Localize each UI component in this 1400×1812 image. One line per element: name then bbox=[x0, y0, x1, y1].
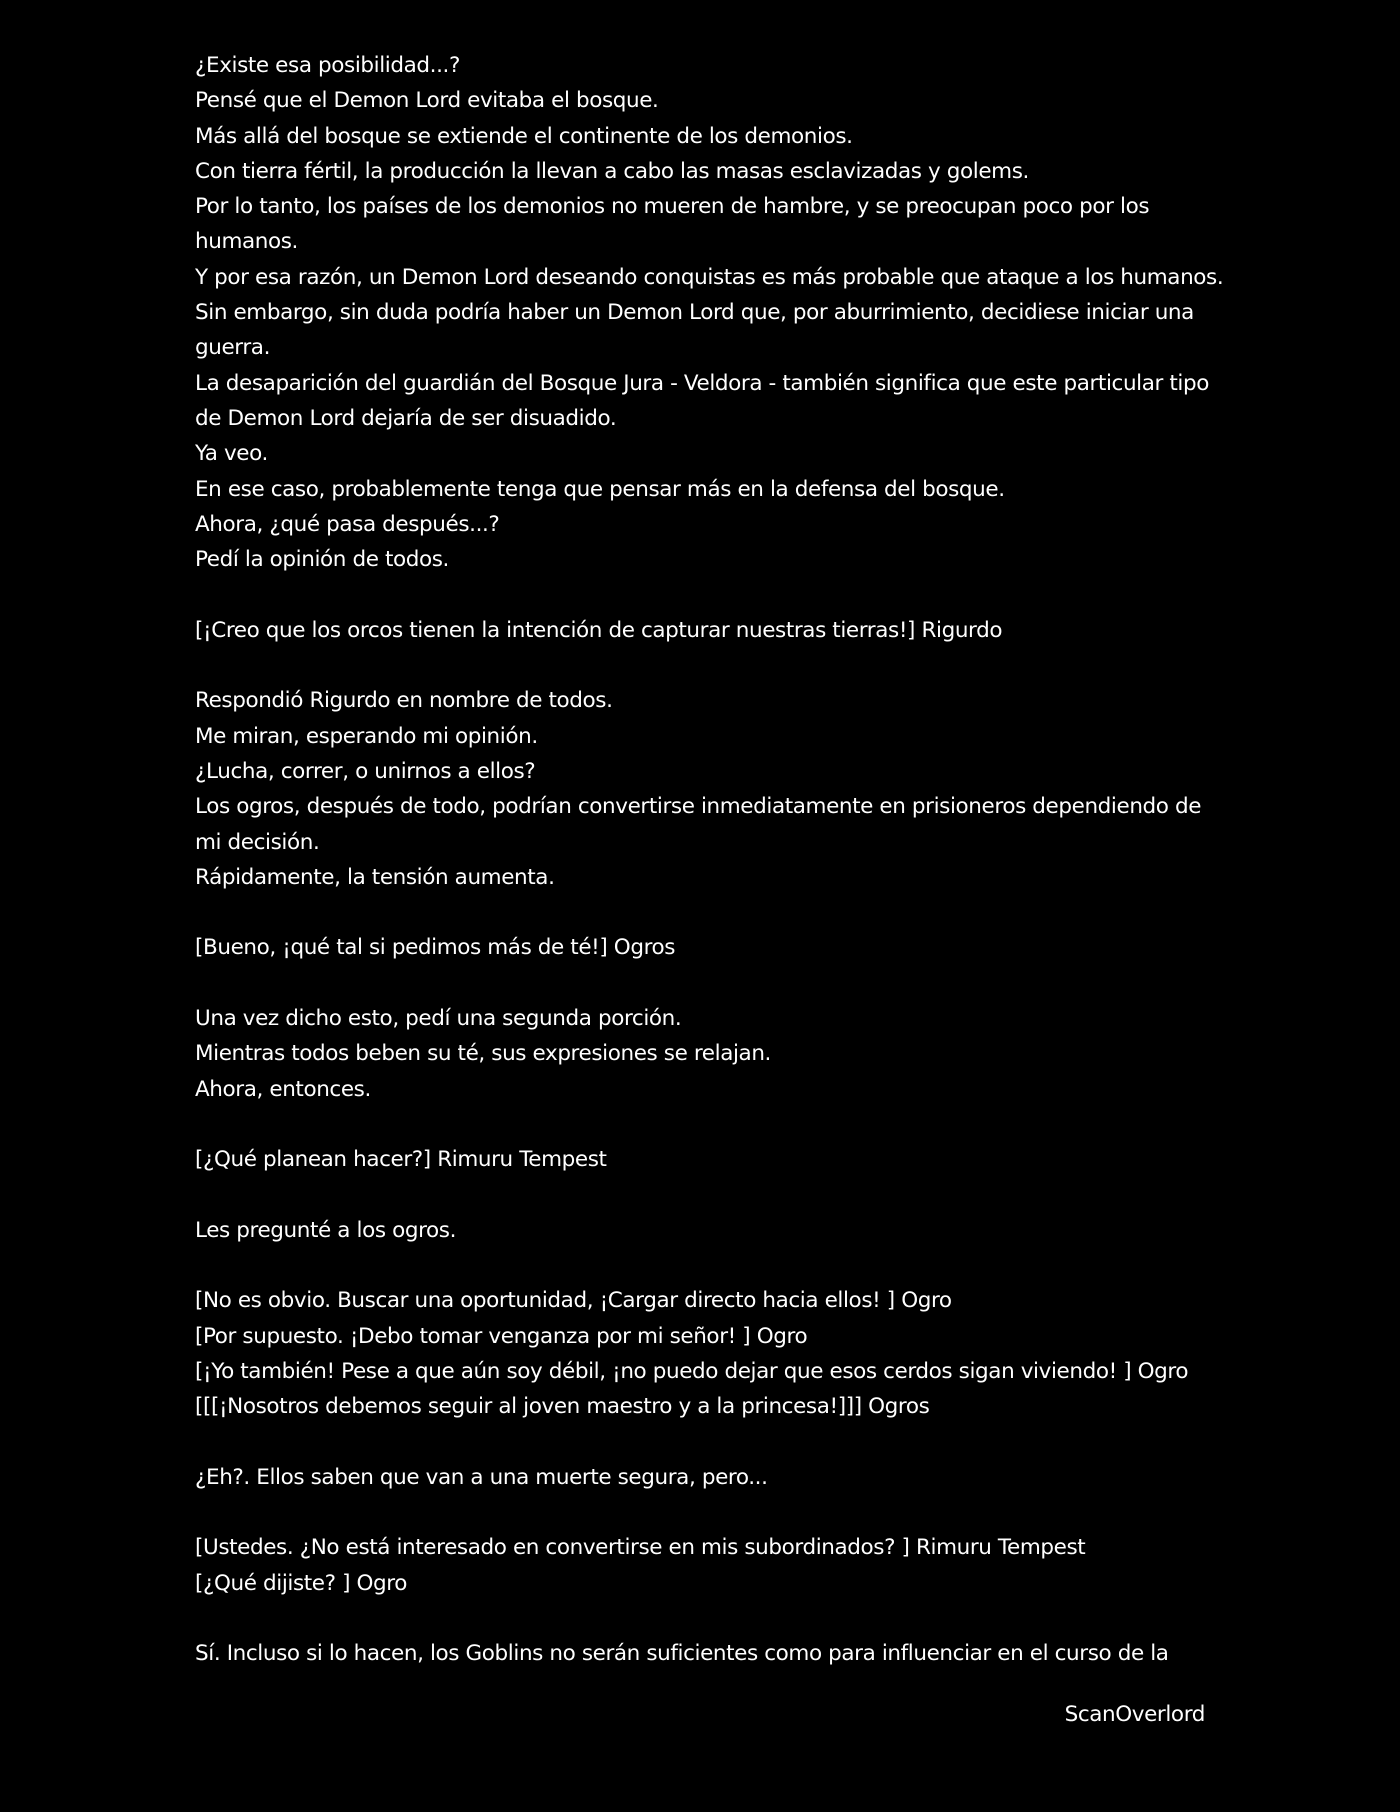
text-line: Sin embargo, sin duda podría haber un Demon Lord que, por aburrimiento, decidiese iniciar una bbox=[195, 300, 1194, 326]
dialogue-line: [¿Qué planean hacer?] Rimuru Tempest bbox=[195, 1147, 607, 1173]
text-line: ¿Lucha, correr, o unirnos a ellos? bbox=[195, 758, 536, 784]
text-line: de Demon Lord dejaría de ser disuadido. bbox=[195, 405, 617, 431]
document-body bbox=[195, 48, 1224, 1672]
text-line: Mientras todos beben su té, sus expresiones se relajan. bbox=[195, 1041, 771, 1067]
blank-line bbox=[195, 1178, 1205, 1213]
text-line: Por lo tanto, los países de los demonios no mueren de hambre, y se preocupan poco por los bbox=[195, 194, 1150, 220]
blank-line bbox=[195, 577, 1205, 612]
dialogue-line: [No es obvio. Buscar una oportunidad, ¡Cargar directo hacia ellos! ] Ogro bbox=[195, 1288, 952, 1314]
text-line: Una vez dicho esto, pedí una segunda porción. bbox=[195, 1006, 682, 1032]
translator-credit: ScanOverlord bbox=[1064, 1702, 1205, 1727]
text-line: Sí. Incluso si lo hacen, los Goblins no serán suficientes como para influenciar en el curso de la bbox=[195, 1641, 1169, 1667]
dialogue-line: [¡Yo también! Pese a que aún soy débil, ¡no puedo dejar que esos cerdos sigan viviendo! ] Ogro bbox=[195, 1358, 1189, 1384]
blank-line bbox=[195, 1425, 1205, 1460]
text-line: mi decisión. bbox=[195, 829, 320, 855]
text-line: Pensé que el Demon Lord evitaba el bosque. bbox=[195, 88, 659, 114]
text-line: Ahora, ¿qué pasa después...? bbox=[195, 511, 500, 537]
text-line: Con tierra fértil, la producción la llevan a cabo las masas esclavizadas y golems. bbox=[195, 158, 1029, 184]
text-line: Me miran, esperando mi opinión. bbox=[195, 723, 538, 749]
text-line: Y por esa razón, un Demon Lord deseando conquistas es más probable que ataque a los humanos. bbox=[195, 264, 1224, 290]
text-line: ¿Eh?. Ellos saben que van a una muerte segura, pero... bbox=[195, 1464, 768, 1490]
text-line: La desaparición del guardián del Bosque Jura - Veldora - también significa que este particular tipo bbox=[195, 370, 1209, 396]
dialogue-line: [[[¡Nosotros debemos seguir al joven maestro y a la princesa!]]] Ogros bbox=[195, 1394, 930, 1420]
text-line: Respondió Rigurdo en nombre de todos. bbox=[195, 688, 613, 714]
blank-line bbox=[195, 1107, 1205, 1142]
text-line: ¿Existe esa posibilidad...? bbox=[195, 53, 460, 78]
dialogue-line: [¡Creo que los orcos tienen la intención de capturar nuestras tierras!] Rigurdo bbox=[195, 617, 1003, 643]
text-line: Rápidamente, la tensión aumenta. bbox=[195, 864, 555, 890]
blank-line bbox=[195, 1495, 1205, 1530]
text-line: Pedí la opinión de todos. bbox=[195, 547, 449, 573]
dialogue-line: [Bueno, ¡qué tal si pedimos más de té!] Ogros bbox=[195, 935, 676, 961]
blank-line bbox=[195, 895, 1205, 930]
text-line: En ese caso, probablemente tenga que pensar más en la defensa del bosque. bbox=[195, 476, 1005, 502]
text-line: Les pregunté a los ogros. bbox=[195, 1217, 457, 1243]
text-line: Ya veo. bbox=[195, 441, 268, 467]
blank-line bbox=[195, 1601, 1205, 1636]
blank-line bbox=[195, 966, 1205, 1001]
text-line: Ahora, entonces. bbox=[195, 1076, 371, 1102]
text-line: Los ogros, después de todo, podrían convertirse inmediatamente en prisioneros dependiendo de bbox=[195, 794, 1202, 820]
text-line: Más allá del bosque se extiende el continente de los demonios. bbox=[195, 123, 853, 149]
dialogue-line: [¿Qué dijiste? ] Ogro bbox=[195, 1570, 407, 1596]
blank-line bbox=[195, 1248, 1205, 1283]
dialogue-line: [Por supuesto. ¡Debo tomar venganza por mi señor! ] Ogro bbox=[195, 1323, 808, 1349]
blank-line bbox=[195, 648, 1205, 683]
dialogue-line: [Ustedes. ¿No está interesado en convertirse en mis subordinados? ] Rimuru Tempest bbox=[195, 1535, 1086, 1561]
text-line: humanos. bbox=[195, 229, 298, 255]
text-line: guerra. bbox=[195, 335, 271, 361]
